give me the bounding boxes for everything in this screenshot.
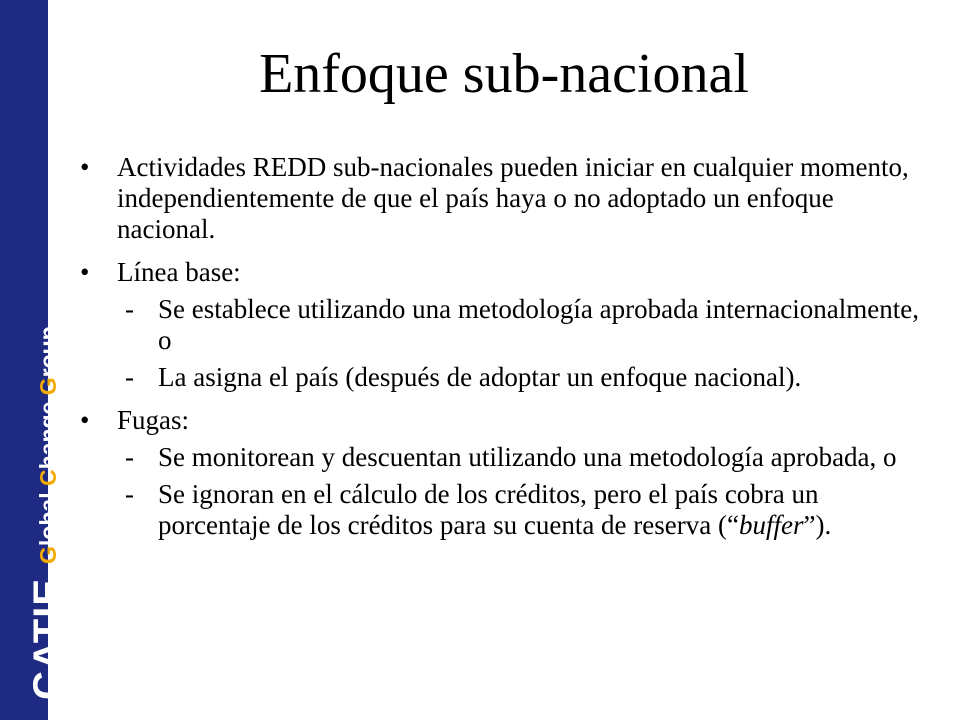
- sidebar-banner: [0, 0, 70, 720]
- sidebar-branding: [24, 220, 72, 700]
- sub-mark: -: [125, 294, 134, 324]
- sub-item: [125, 362, 930, 393]
- buffer-term: buffer: [738, 510, 804, 540]
- bullet-text: Fugas:: [117, 405, 190, 435]
- sub-item: [125, 479, 930, 541]
- sub-text: La asigna el país (después de adoptar un enfoque nacional).: [158, 362, 802, 392]
- sub-item: [125, 294, 930, 356]
- bullet-item: [80, 152, 930, 245]
- sub-text: Se establece utilizando una metodología aprobada internacionalmente, o: [158, 294, 919, 355]
- sub-mark: -: [125, 479, 134, 509]
- sub-mark: -: [125, 362, 134, 392]
- bullet-text: Actividades REDD sub-nacionales pueden iniciar en cualquier momento, independientemente de que el país haya o no adoptado un enfoque nacional.: [117, 152, 909, 244]
- bullet-item: [80, 257, 930, 288]
- bullet-mark: •: [80, 405, 90, 435]
- bullet-mark: •: [80, 152, 90, 182]
- catie-logo: CATIE: [26, 577, 70, 700]
- bullet-item: [80, 405, 930, 436]
- bullet-text: Línea base:: [117, 257, 241, 287]
- sub-text: Se ignoran en el cálculo de los créditos, pero el país cobra un porcentaje de los créditos para su cuenta de reserva (“buffer”).: [158, 479, 832, 540]
- slide-title: Enfoque sub-nacional: [259, 43, 749, 105]
- sub-mark: -: [125, 442, 134, 472]
- group-name: Global Change Group: [34, 326, 61, 564]
- bullet-mark: •: [80, 257, 90, 287]
- slide-content: [80, 152, 930, 541]
- sub-text: Se monitorean y descuentan utilizando una metodología aprobada, o: [158, 442, 897, 472]
- sub-item: [125, 442, 930, 473]
